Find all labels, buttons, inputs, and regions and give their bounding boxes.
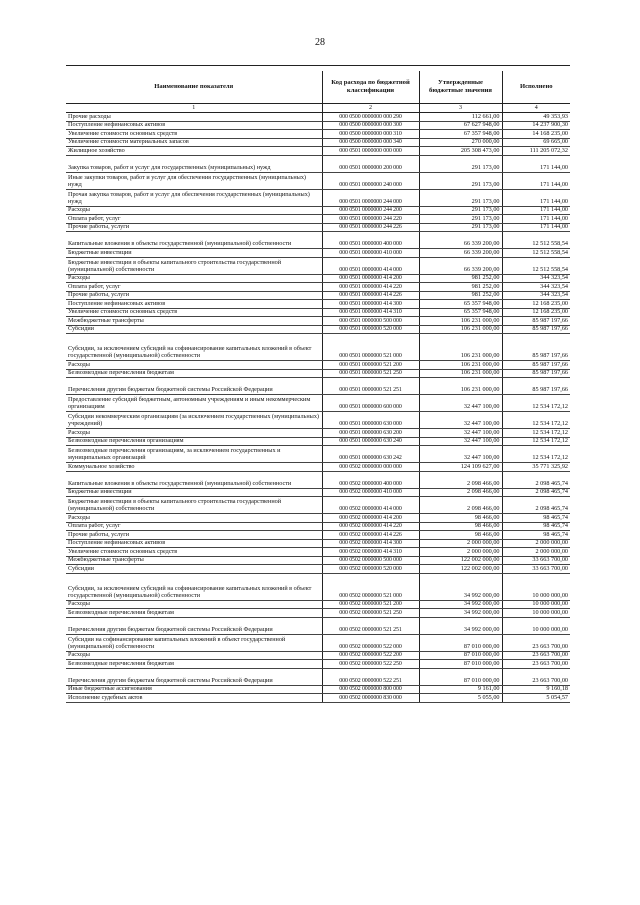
row-executed-cell: 69 665,00 xyxy=(502,138,570,147)
row-name-cell: Иные бюджетные ассигнования xyxy=(66,685,322,694)
table-row xyxy=(66,446,570,463)
row-approved-cell: 32 447 100,00 xyxy=(419,429,502,438)
row-approved-cell: 270 000,00 xyxy=(419,138,502,147)
table-row xyxy=(66,539,570,548)
table-row xyxy=(66,600,570,609)
row-approved-cell: 67 357 948,00 xyxy=(419,130,502,139)
row-approved-cell: 67 627 948,00 xyxy=(419,121,502,130)
row-executed-cell: 12 512 558,54 xyxy=(502,249,570,258)
row-executed-cell: 111 205 072,32 xyxy=(502,147,570,156)
row-executed-cell: 12 534 172,12 xyxy=(502,395,570,412)
row-name-cell: Поступление нефинансовых активов xyxy=(66,539,322,548)
table-row xyxy=(66,317,570,326)
table-row xyxy=(66,257,570,274)
table-row xyxy=(66,556,570,565)
row-code-cell: 000 0501 0000000 244 226 xyxy=(322,223,419,232)
row-name-cell: Перечисления другим бюджетам бюджетной системы Российской Федерации xyxy=(66,617,322,634)
row-code-cell: 000 0501 0000000 410 000 xyxy=(322,249,419,258)
row-code-cell: 000 0502 0000000 522 251 xyxy=(322,668,419,685)
row-code-cell: 000 0500 0000000 000 310 xyxy=(322,130,419,139)
table-row xyxy=(66,369,570,378)
row-name-cell: Бюджетные инвестиции в объекты капитального строительства государственной (муниципальной) собственности xyxy=(66,257,322,274)
row-code-cell: 000 0501 0000000 244 200 xyxy=(322,206,419,215)
table-row xyxy=(66,514,570,523)
row-approved-cell: 98 466,00 xyxy=(419,531,502,540)
header-approved-values: Утвержденные бюджетные значения xyxy=(419,71,502,104)
table-row xyxy=(66,121,570,130)
row-name-cell: Расходы xyxy=(66,651,322,660)
row-executed-cell: 12 168 235,00 xyxy=(502,300,570,309)
row-code-cell: 000 0502 0000000 414 000 xyxy=(322,497,419,514)
row-approved-cell: 87 010 000,00 xyxy=(419,668,502,685)
row-executed-cell: 98 465,74 xyxy=(502,514,570,523)
row-code-cell: 000 0502 0000000 400 000 xyxy=(322,471,419,488)
row-executed-cell: 23 663 700,00 xyxy=(502,651,570,660)
row-name-cell: Закупка товаров, работ и услуг для государственных (муниципальных) нужд xyxy=(66,155,322,172)
table-row xyxy=(66,437,570,446)
row-executed-cell: 10 000 000,00 xyxy=(502,617,570,634)
row-code-cell: 000 0502 0000000 521 250 xyxy=(322,609,419,618)
row-code-cell: 000 0501 0000000 414 000 xyxy=(322,257,419,274)
row-executed-cell: 10 000 000,00 xyxy=(502,573,570,600)
row-name-cell: Прочие работы, услуги xyxy=(66,223,322,232)
column-number: 1 xyxy=(66,104,322,113)
row-executed-cell: 23 663 700,00 xyxy=(502,660,570,669)
table-row xyxy=(66,378,570,395)
row-code-cell: 000 0501 0000000 414 300 xyxy=(322,300,419,309)
row-name-cell: Безвозмездные перечисления организациям xyxy=(66,437,322,446)
row-approved-cell: 87 010 000,00 xyxy=(419,651,502,660)
header-indicator-name: Наименование показателя xyxy=(154,83,234,91)
row-name-cell: Расходы xyxy=(66,514,322,523)
row-approved-cell: 32 447 100,00 xyxy=(419,395,502,412)
row-executed-cell: 33 663 700,00 xyxy=(502,565,570,574)
table-row xyxy=(66,565,570,574)
row-approved-cell: 106 231 000,00 xyxy=(419,325,502,334)
row-approved-cell: 34 992 000,00 xyxy=(419,600,502,609)
row-name-cell: Предоставление субсидий бюджетным, автономным учреждениям и иным некоммерческим организациям xyxy=(66,395,322,412)
row-name-cell: Бюджетные инвестиции в объекты капитального строительства государственной (муниципальной) собственности xyxy=(66,497,322,514)
row-approved-cell: 34 992 000,00 xyxy=(419,573,502,600)
row-executed-cell: 85 987 197,66 xyxy=(502,317,570,326)
row-code-cell: 000 0501 0000000 244 000 xyxy=(322,189,419,206)
row-code-cell: 000 0501 0000000 244 220 xyxy=(322,215,419,224)
table-row xyxy=(66,471,570,488)
row-approved-cell: 2 098 466,00 xyxy=(419,471,502,488)
row-executed-cell: 344 323,54 xyxy=(502,283,570,292)
table-row xyxy=(66,232,570,249)
row-approved-cell: 106 231 000,00 xyxy=(419,369,502,378)
row-approved-cell: 32 447 100,00 xyxy=(419,437,502,446)
row-approved-cell: 124 109 627,00 xyxy=(419,463,502,472)
table-row xyxy=(66,609,570,618)
row-executed-cell: 171 144,00 xyxy=(502,189,570,206)
row-approved-cell: 981 252,00 xyxy=(419,291,502,300)
row-executed-cell: 98 465,74 xyxy=(502,522,570,531)
row-code-cell: 000 0502 0000000 522 000 xyxy=(322,634,419,651)
row-name-cell: Субсидии некоммерческим организациям (за исключением государственных (муниципальных) учреждений) xyxy=(66,412,322,429)
row-approved-cell: 122 002 000,00 xyxy=(419,565,502,574)
row-code-cell: 000 0501 0000000 521 250 xyxy=(322,369,419,378)
row-name-cell: Субсидии xyxy=(66,325,322,334)
row-code-cell: 000 0501 0000000 630 240 xyxy=(322,437,419,446)
table-row xyxy=(66,573,570,600)
row-code-cell: 000 0501 0000000 500 000 xyxy=(322,317,419,326)
row-approved-cell: 66 339 200,00 xyxy=(419,257,502,274)
row-name-cell: Капитальные вложения в объекты государственной (муниципальной) собственности xyxy=(66,471,322,488)
row-code-cell: 000 0501 0000000 521 200 xyxy=(322,361,419,370)
table-row xyxy=(66,660,570,669)
row-executed-cell: 85 987 197,66 xyxy=(502,325,570,334)
row-approved-cell: 87 010 000,00 xyxy=(419,634,502,651)
row-name-cell: Субсидии на софинансирование капитальных вложений в объект государственной (муниципальной) собственности xyxy=(66,634,322,651)
row-code-cell: 000 0502 0000000 414 226 xyxy=(322,531,419,540)
row-name-cell: Безвозмездные перечисления бюджетам xyxy=(66,369,322,378)
row-name-cell: Оплата работ, услуг xyxy=(66,215,322,224)
row-name-cell: Субсидии xyxy=(66,565,322,574)
table-row xyxy=(66,334,570,361)
table-row xyxy=(66,548,570,557)
table-body xyxy=(66,113,570,703)
table-row xyxy=(66,617,570,634)
table-row xyxy=(66,249,570,258)
row-executed-cell: 23 663 700,00 xyxy=(502,668,570,685)
row-name-cell: Поступление нефинансовых активов xyxy=(66,300,322,309)
row-name-cell: Исполнение судебных актов xyxy=(66,694,322,703)
row-code-cell: 000 0501 0000000 630 200 xyxy=(322,429,419,438)
row-code-cell: 000 0501 0000000 240 000 xyxy=(322,172,419,189)
header-budget-code: Код расхода по бюджетной классификации xyxy=(322,71,419,104)
row-name-cell: Межбюджетные трансферты xyxy=(66,317,322,326)
column-number: 2 xyxy=(322,104,419,113)
table-row xyxy=(66,429,570,438)
row-executed-cell: 344 323,54 xyxy=(502,291,570,300)
row-name-cell: Оплата работ, услуг xyxy=(66,283,322,292)
table-row xyxy=(66,138,570,147)
row-approved-cell: 981 252,00 xyxy=(419,283,502,292)
row-executed-cell: 9 160,18 xyxy=(502,685,570,694)
row-executed-cell: 171 144,00 xyxy=(502,172,570,189)
row-executed-cell: 171 144,00 xyxy=(502,206,570,215)
row-code-cell: 000 0501 0000000 414 226 xyxy=(322,291,419,300)
row-code-cell: 000 0500 0000000 000 290 xyxy=(322,113,419,122)
row-approved-cell: 66 339 200,00 xyxy=(419,232,502,249)
row-name-cell: Коммунальное хозяйство xyxy=(66,463,322,472)
row-executed-cell: 2 000 000,00 xyxy=(502,548,570,557)
row-approved-cell: 291 173,00 xyxy=(419,206,502,215)
row-approved-cell: 106 231 000,00 xyxy=(419,334,502,361)
row-executed-cell: 35 771 325,92 xyxy=(502,463,570,472)
row-approved-cell: 981 252,00 xyxy=(419,274,502,283)
table-row xyxy=(66,215,570,224)
row-approved-cell: 2 098 466,00 xyxy=(419,488,502,497)
row-executed-cell: 12 534 172,12 xyxy=(502,437,570,446)
row-name-cell: Иные закупки товаров, работ и услуг для обеспечения государственных (муниципальных) нужд xyxy=(66,172,322,189)
row-approved-cell: 34 992 000,00 xyxy=(419,609,502,618)
row-name-cell: Увеличение стоимости основных средств xyxy=(66,308,322,317)
row-code-cell: 000 0502 0000000 521 200 xyxy=(322,600,419,609)
row-executed-cell: 2 000 000,00 xyxy=(502,539,570,548)
table-row xyxy=(66,463,570,472)
row-name-cell: Безвозмездные перечисления бюджетам xyxy=(66,660,322,669)
row-approved-cell: 98 466,00 xyxy=(419,514,502,523)
row-approved-cell: 34 992 000,00 xyxy=(419,617,502,634)
table-header xyxy=(66,71,570,113)
row-approved-cell: 291 173,00 xyxy=(419,223,502,232)
row-name-cell: Прочие работы, услуги xyxy=(66,531,322,540)
row-name-cell: Межбюджетные трансферты xyxy=(66,556,322,565)
table-row xyxy=(66,223,570,232)
table-row xyxy=(66,130,570,139)
row-approved-cell: 291 173,00 xyxy=(419,189,502,206)
row-code-cell: 000 0502 0000000 410 000 xyxy=(322,488,419,497)
row-name-cell: Расходы xyxy=(66,361,322,370)
row-name-cell: Капитальные вложения в объекты государственной (муниципальной) собственности xyxy=(66,232,322,249)
table-row xyxy=(66,283,570,292)
row-executed-cell: 171 144,00 xyxy=(502,223,570,232)
row-approved-cell: 87 010 000,00 xyxy=(419,660,502,669)
row-code-cell: 000 0501 0000000 200 000 xyxy=(322,155,419,172)
row-code-cell: 000 0502 0000000 522 200 xyxy=(322,651,419,660)
page-number: 28 xyxy=(315,37,325,48)
row-approved-cell: 32 447 100,00 xyxy=(419,446,502,463)
row-executed-cell: 33 663 700,00 xyxy=(502,556,570,565)
row-executed-cell: 12 168 235,00 xyxy=(502,308,570,317)
row-name-cell: Расходы xyxy=(66,600,322,609)
row-code-cell: 000 0501 0000000 000 000 xyxy=(322,147,419,156)
row-approved-cell: 2 000 000,00 xyxy=(419,539,502,548)
row-approved-cell: 291 173,00 xyxy=(419,172,502,189)
table-row xyxy=(66,206,570,215)
row-code-cell: 000 0501 0000000 521 000 xyxy=(322,334,419,361)
row-name-cell: Увеличение стоимости материальных запасов xyxy=(66,138,322,147)
row-executed-cell: 12 512 558,54 xyxy=(502,257,570,274)
row-code-cell: 000 0502 0000000 830 000 xyxy=(322,694,419,703)
row-executed-cell: 98 465,74 xyxy=(502,531,570,540)
row-approved-cell: 5 055,00 xyxy=(419,694,502,703)
row-name-cell: Безвозмездные перечисления организациям, за исключением государственных и муниципальных организаций xyxy=(66,446,322,463)
row-executed-cell: 2 098 465,74 xyxy=(502,471,570,488)
row-executed-cell: 12 534 172,12 xyxy=(502,429,570,438)
table-row xyxy=(66,668,570,685)
row-executed-cell: 2 098 465,74 xyxy=(502,488,570,497)
row-code-cell: 000 0501 0000000 414 200 xyxy=(322,274,419,283)
row-executed-cell: 12 534 172,12 xyxy=(502,446,570,463)
row-approved-cell: 65 357 948,00 xyxy=(419,300,502,309)
row-name-cell: Прочие расходы xyxy=(66,113,322,122)
row-code-cell: 000 0502 0000000 414 220 xyxy=(322,522,419,531)
row-name-cell: Увеличение стоимости основных средств xyxy=(66,130,322,139)
row-code-cell: 000 0501 0000000 414 220 xyxy=(322,283,419,292)
row-executed-cell: 12 512 558,54 xyxy=(502,232,570,249)
row-approved-cell: 205 308 473,00 xyxy=(419,147,502,156)
row-approved-cell: 32 447 100,00 xyxy=(419,412,502,429)
row-name-cell: Расходы xyxy=(66,429,322,438)
row-code-cell: 000 0502 0000000 414 300 xyxy=(322,539,419,548)
row-code-cell: 000 0502 0000000 521 000 xyxy=(322,573,419,600)
row-executed-cell: 12 534 172,12 xyxy=(502,412,570,429)
row-approved-cell: 106 231 000,00 xyxy=(419,378,502,395)
row-name-cell: Поступление нефинансовых активов xyxy=(66,121,322,130)
row-approved-cell: 2 000 000,00 xyxy=(419,548,502,557)
row-code-cell: 000 0502 0000000 414 200 xyxy=(322,514,419,523)
row-executed-cell: 14 237 900,30 xyxy=(502,121,570,130)
table-row xyxy=(66,113,570,122)
table-row xyxy=(66,531,570,540)
row-executed-cell: 85 987 197,66 xyxy=(502,378,570,395)
row-name-cell: Оплата работ, услуг xyxy=(66,522,322,531)
table-row xyxy=(66,325,570,334)
row-executed-cell: 2 098 465,74 xyxy=(502,497,570,514)
row-executed-cell: 85 987 197,66 xyxy=(502,369,570,378)
table-row xyxy=(66,172,570,189)
table-row xyxy=(66,189,570,206)
table-row xyxy=(66,694,570,703)
row-executed-cell: 14 168 235,00 xyxy=(502,130,570,139)
row-approved-cell: 106 231 000,00 xyxy=(419,361,502,370)
row-name-cell: Жилищное хозяйство xyxy=(66,147,322,156)
row-name-cell: Перечисления другим бюджетам бюджетной системы Российской Федерации xyxy=(66,378,322,395)
table-row xyxy=(66,651,570,660)
row-executed-cell: 10 000 000,00 xyxy=(502,600,570,609)
row-name-cell: Перечисления другим бюджетам бюджетной системы Российской Федерации xyxy=(66,668,322,685)
table-row xyxy=(66,300,570,309)
row-code-cell: 000 0502 0000000 414 310 xyxy=(322,548,419,557)
row-approved-cell: 106 231 000,00 xyxy=(419,317,502,326)
row-executed-cell: 23 663 700,00 xyxy=(502,634,570,651)
table-row xyxy=(66,308,570,317)
row-approved-cell: 65 357 948,00 xyxy=(419,308,502,317)
row-code-cell: 000 0501 0000000 600 000 xyxy=(322,395,419,412)
row-name-cell: Безвозмездные перечисления бюджетам xyxy=(66,609,322,618)
row-approved-cell: 291 173,00 xyxy=(419,155,502,172)
row-executed-cell: 49 353,93 xyxy=(502,113,570,122)
row-approved-cell: 122 002 000,00 xyxy=(419,556,502,565)
row-name-cell: Бюджетные инвестиции xyxy=(66,249,322,258)
table-row xyxy=(66,634,570,651)
budget-execution-table xyxy=(66,71,570,703)
table-row xyxy=(66,147,570,156)
table-row xyxy=(66,412,570,429)
row-name-cell: Увеличение стоимости основных средств xyxy=(66,548,322,557)
table-row xyxy=(66,488,570,497)
row-name-cell: Субсидии, за исключением субсидий на софинансирование капитальных вложений в объект государственной (муниципальной) собственности xyxy=(66,334,322,361)
row-code-cell: 000 0501 0000000 520 000 xyxy=(322,325,419,334)
table-row xyxy=(66,395,570,412)
column-number: 3 xyxy=(419,104,502,113)
row-code-cell: 000 0501 0000000 630 000 xyxy=(322,412,419,429)
row-approved-cell: 66 339 200,00 xyxy=(419,249,502,258)
row-executed-cell: 85 987 197,66 xyxy=(502,334,570,361)
row-code-cell: 000 0502 0000000 000 000 xyxy=(322,463,419,472)
row-executed-cell: 10 000 000,00 xyxy=(502,609,570,618)
row-executed-cell: 5 054,57 xyxy=(502,694,570,703)
row-name-cell: Прочая закупка товаров, работ и услуг для обеспечения государственных (муниципальных) нужд xyxy=(66,189,322,206)
header-executed: Исполнено xyxy=(502,71,570,104)
row-name-cell: Бюджетные инвестиции xyxy=(66,488,322,497)
row-approved-cell: 2 098 466,00 xyxy=(419,497,502,514)
row-executed-cell: 171 144,00 xyxy=(502,155,570,172)
table-row xyxy=(66,155,570,172)
row-code-cell: 000 0501 0000000 630 242 xyxy=(322,446,419,463)
row-executed-cell: 344 323,54 xyxy=(502,274,570,283)
row-name-cell: Расходы xyxy=(66,206,322,215)
row-code-cell: 000 0500 0000000 000 340 xyxy=(322,138,419,147)
header-rule xyxy=(66,65,570,66)
row-name-cell: Прочие работы, услуги xyxy=(66,291,322,300)
row-approved-cell: 291 173,00 xyxy=(419,215,502,224)
row-approved-cell: 9 161,00 xyxy=(419,685,502,694)
row-code-cell: 000 0501 0000000 400 000 xyxy=(322,232,419,249)
table-row xyxy=(66,497,570,514)
table-row xyxy=(66,291,570,300)
column-number: 4 xyxy=(502,104,570,113)
row-code-cell: 000 0502 0000000 800 000 xyxy=(322,685,419,694)
table-row xyxy=(66,522,570,531)
row-name-cell: Субсидии, за исключением субсидий на софинансирование капитальных вложений в объект государственной (муниципальной) собственности xyxy=(66,573,322,600)
row-code-cell: 000 0501 0000000 414 310 xyxy=(322,308,419,317)
row-approved-cell: 112 661,00 xyxy=(419,113,502,122)
table-row xyxy=(66,685,570,694)
table-row xyxy=(66,361,570,370)
table-row xyxy=(66,274,570,283)
row-code-cell: 000 0502 0000000 521 251 xyxy=(322,617,419,634)
row-approved-cell: 98 466,00 xyxy=(419,522,502,531)
row-code-cell: 000 0502 0000000 500 000 xyxy=(322,556,419,565)
row-code-cell: 000 0502 0000000 522 250 xyxy=(322,660,419,669)
row-code-cell: 000 0501 0000000 521 251 xyxy=(322,378,419,395)
row-executed-cell: 171 144,00 xyxy=(502,215,570,224)
row-code-cell: 000 0500 0000000 000 300 xyxy=(322,121,419,130)
row-code-cell: 000 0502 0000000 520 000 xyxy=(322,565,419,574)
row-name-cell: Расходы xyxy=(66,274,322,283)
row-executed-cell: 85 987 197,66 xyxy=(502,361,570,370)
